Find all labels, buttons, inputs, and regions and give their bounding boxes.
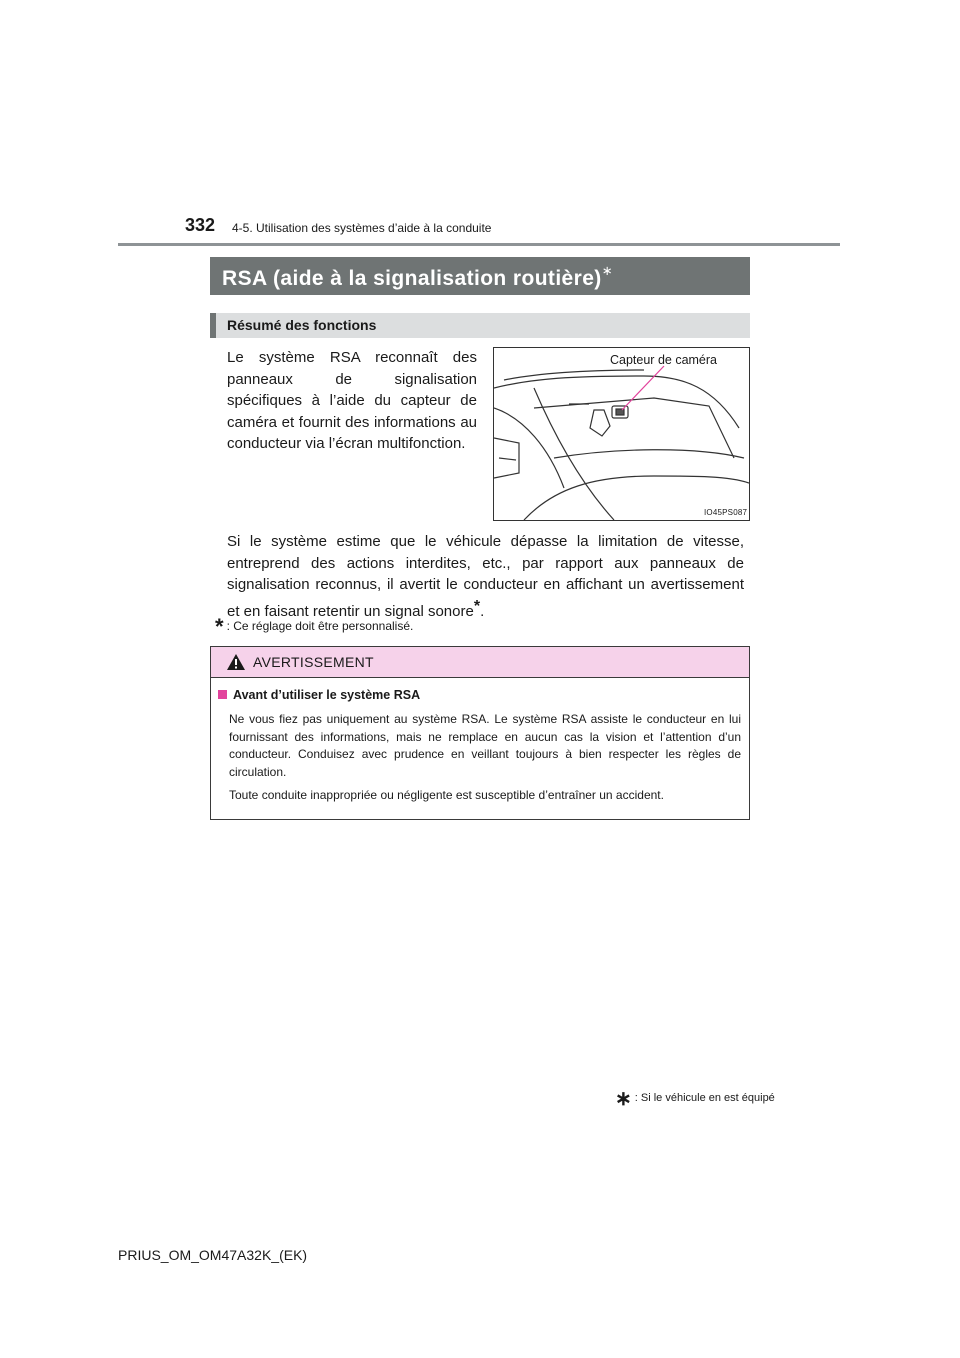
paragraph-end: . <box>480 602 485 620</box>
warning-paragraph-2: Toute conduite inappropriée ou négligente est susceptible d’entraîner un accident. <box>229 788 664 802</box>
warning-behavior-paragraph <box>227 531 744 622</box>
equipment-note <box>615 1086 775 1111</box>
warning-subheading <box>218 688 420 702</box>
subsection-title: Résumé des fonctions <box>210 313 750 338</box>
note-text: : Si le véhicule en est équipé <box>634 1092 775 1104</box>
callout-line <box>622 366 664 410</box>
page-title <box>210 257 750 295</box>
camera-sensor-label: Capteur de caméra <box>610 353 718 367</box>
warning-subheading-text: Avant d’utiliser le système RSA <box>233 688 421 702</box>
header-divider <box>118 243 840 246</box>
footnote-text: : Ce réglage doit être personnalisé. <box>226 619 414 633</box>
warning-title: AVERTISSEMENT <box>253 654 374 670</box>
asterisk-reference: * <box>473 597 481 615</box>
note-asterisk: ∗ <box>615 1088 632 1110</box>
document-code: PRIUS_OM_OM47A32K_(EK) <box>118 1247 308 1263</box>
windshield-illustration <box>494 348 749 520</box>
intro-paragraph: Le système RSA reconnaît des panneaux de signalisation spécifiques à l’aide du capteur de caméra et fournit des informations au conducteur via l’écran multifonction. <box>227 349 477 452</box>
figure-code: IO45PS087 <box>704 508 748 517</box>
camera-sensor-figure <box>493 347 750 521</box>
footnote-asterisk: * <box>215 614 224 639</box>
warning-paragraph-1: Ne vous fiez pas uniquement au système RSA. Le système RSA assiste le conducteur en lui fournissant des informations, mais ne remplace en aucun cas la vision et l’attention d’un conducteur. Conduisez avec prudence en veillant toujours à bien respecter les règles de circulation. <box>229 712 741 779</box>
bullet-square-icon <box>218 690 227 699</box>
warning-box <box>210 646 750 820</box>
warning-header <box>211 647 749 678</box>
page-title-text: RSA (aide à la signalisation routière) <box>222 267 602 290</box>
section-header: 4-5. Utilisation des systèmes d’aide à la conduite <box>232 221 492 235</box>
paragraph-text: Si le système estime que le véhicule dépasse la limitation de vitesse, entreprend des actions interdites, etc., par rapport aux panneaux de signalisation reconnus, il avertit le conducteur en affichant un avertissement et en faisant retentir un signal sonore <box>227 533 744 620</box>
footnote <box>215 614 413 640</box>
page-number: 332 <box>185 215 216 235</box>
warning-triangle-icon <box>226 653 246 671</box>
title-asterisk: ∗ <box>601 263 613 278</box>
